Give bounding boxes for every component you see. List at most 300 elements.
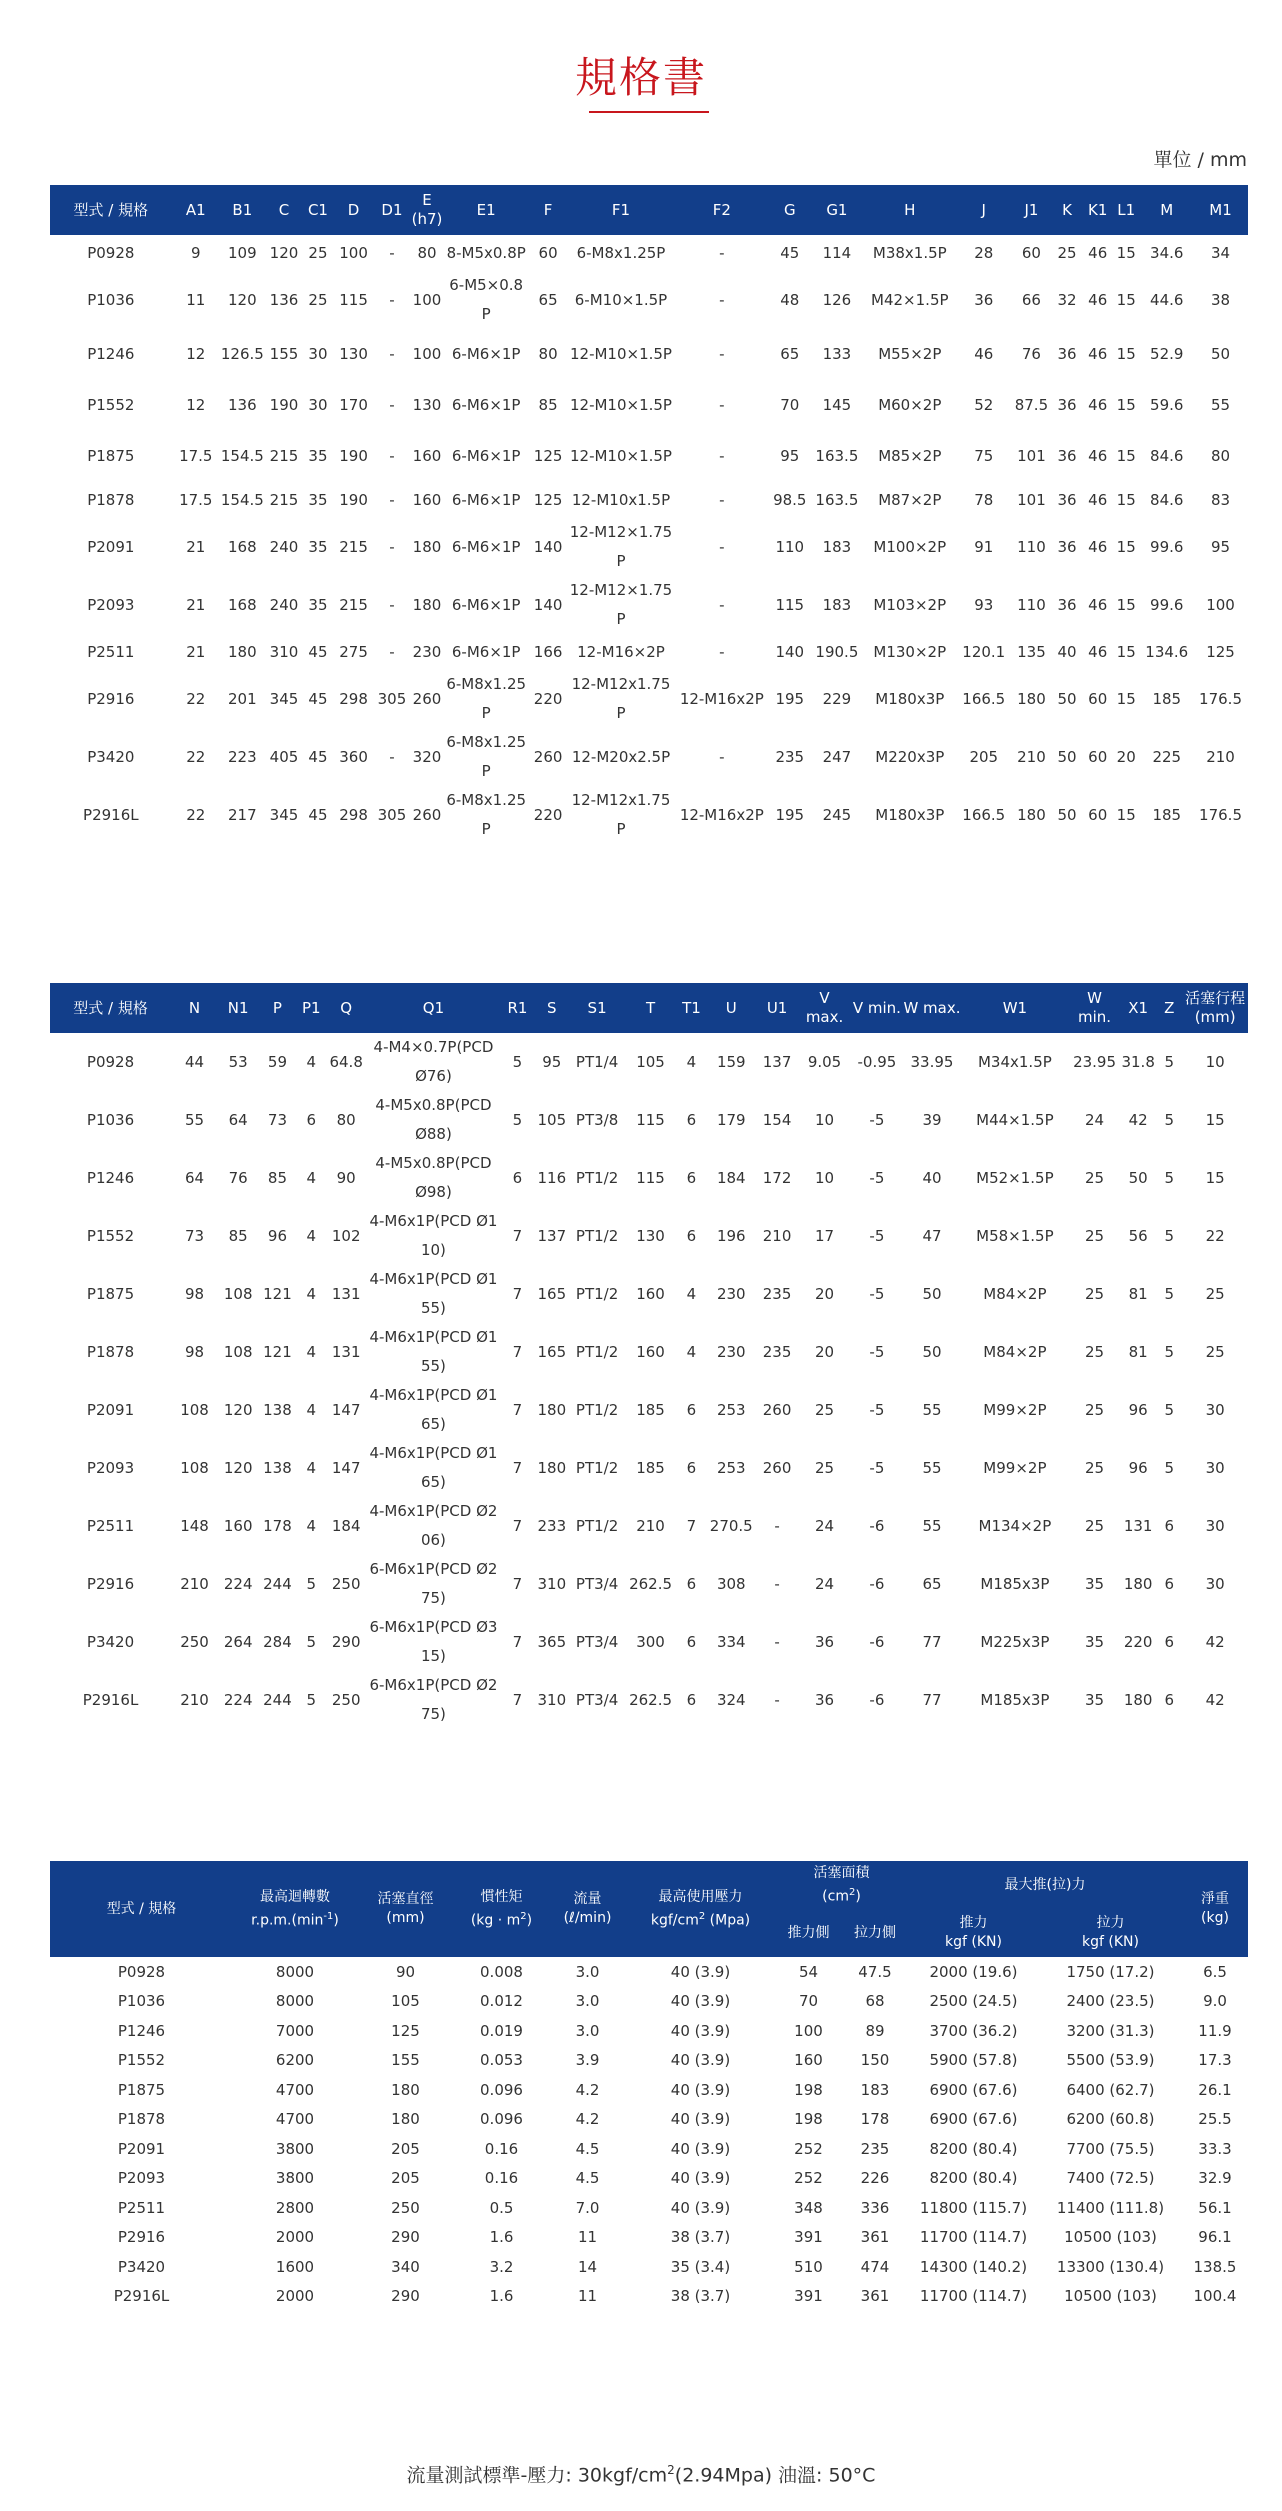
table-cell: 4.2	[575, 2080, 600, 2099]
table-cell: 14	[577, 2257, 598, 2276]
table-cell: 50	[922, 1342, 942, 1361]
table-cell: 98	[185, 1342, 205, 1361]
table-cell: 21	[186, 595, 206, 614]
table-cell: 22	[186, 689, 206, 708]
table-row	[50, 380, 1248, 431]
table-cell: 6-M6×1P	[451, 490, 521, 509]
table-cell: 24	[1084, 1110, 1105, 1129]
table-cell: 17.5	[179, 490, 213, 509]
table-cell: 5	[306, 1574, 317, 1593]
table-cell: PT3/4	[575, 1632, 619, 1651]
table-cell: 25	[1057, 243, 1077, 262]
table-cell: -	[389, 490, 395, 509]
table-cell: 55	[185, 1110, 205, 1129]
table-cell: 4700	[275, 2110, 315, 2129]
table-cell: 137	[537, 1226, 567, 1245]
table-cell: 225	[1152, 747, 1182, 766]
col-header-area-pull: 拉力側	[842, 1909, 908, 1957]
table-cell: M52×1.5P	[976, 1168, 1054, 1187]
table-row	[50, 728, 1248, 786]
table-cell: 108	[180, 1458, 209, 1477]
table-cell: 25	[814, 1400, 835, 1419]
table-cell: 40 (3.9)	[670, 1992, 731, 2011]
table-cell: 35	[1084, 1632, 1105, 1651]
table-cell: 4	[306, 1458, 317, 1477]
col-header: K1	[1083, 185, 1111, 235]
table-cell: 10500 (103)	[1064, 2228, 1157, 2247]
table-cell: 8000	[275, 1992, 315, 2011]
table-cell: 100	[412, 345, 442, 363]
table-cell: 290	[391, 2287, 420, 2306]
table-cell: 15	[1116, 243, 1136, 262]
table-cell: 185	[636, 1458, 665, 1477]
table-cell: 160	[794, 2051, 823, 2070]
table-cell: 12-M10×1.5P	[569, 447, 672, 465]
table-cell: 114	[822, 243, 852, 262]
table-cell: 38 (3.7)	[670, 2228, 731, 2247]
table-cell: 210	[636, 1516, 665, 1535]
table-cell: 138	[263, 1400, 292, 1419]
table-cell: 405	[269, 747, 299, 766]
table-cell: 100	[794, 2021, 823, 2040]
table-cell: 6-M6x1P(PCD Ø315)	[369, 1618, 498, 1665]
table-cell: 100	[1206, 595, 1235, 614]
table-cell: 4	[306, 1342, 317, 1361]
table-cell: -	[719, 290, 725, 309]
table-cell: 89	[865, 2021, 885, 2040]
table-cell: 13300 (130.4)	[1056, 2257, 1165, 2276]
table-cell: 120	[228, 290, 257, 309]
model-cell: P2091	[117, 2139, 166, 2158]
table-cell: 126.5	[220, 345, 264, 363]
table-cell: 55	[1210, 396, 1231, 414]
table-cell: 2500 (24.5)	[929, 1992, 1018, 2011]
table-cell: 35	[308, 537, 328, 556]
table-cell: 172	[762, 1168, 792, 1187]
col-header-force-push: 推力 kgf (KN)	[908, 1909, 1039, 1957]
col-header: F2	[674, 185, 770, 235]
table-cell: 6-M6x1P(PCD Ø275)	[369, 1560, 498, 1607]
col-header: W max.	[903, 983, 961, 1033]
table-cell: 134.6	[1145, 642, 1189, 661]
table-cell: 35 (3.4)	[670, 2257, 731, 2276]
table-cell: 40 (3.9)	[670, 2139, 731, 2158]
table-cell: 25	[1205, 1284, 1225, 1303]
table-cell: 22	[1205, 1226, 1225, 1245]
table-cell: 0.008	[480, 1962, 523, 1981]
table-cell: 210	[1206, 747, 1235, 766]
table-cell: 205	[391, 2139, 420, 2158]
table-row	[50, 2164, 1248, 2194]
table-cell: 7	[512, 1458, 523, 1477]
table-cell: 131	[331, 1284, 361, 1303]
table-cell: 55	[922, 1516, 942, 1535]
table-cell: 15	[1116, 447, 1136, 465]
table-cell: 180	[391, 2110, 420, 2129]
col-header: M	[1140, 185, 1193, 235]
table-cell: 42	[1205, 1690, 1225, 1709]
model-cell: P1036	[86, 1110, 135, 1129]
table-cell: 5	[1164, 1284, 1175, 1303]
table-cell: 50	[1210, 345, 1231, 363]
table-cell: 145	[822, 396, 852, 414]
table-cell: 264	[223, 1632, 253, 1651]
table-cell: 31.8	[1121, 1052, 1155, 1071]
table-cell: 12-M10×1.5P	[569, 345, 672, 363]
table-cell: M84×2P	[983, 1342, 1047, 1361]
table-cell: 125	[391, 2021, 420, 2040]
table-cell: 59	[267, 1052, 287, 1071]
table-cell: 510	[794, 2257, 823, 2276]
table-cell: 34.6	[1150, 243, 1184, 262]
table-cell: 166.5	[962, 689, 1006, 708]
table-cell: 0.096	[480, 2080, 523, 2099]
table-cell: 345	[269, 689, 299, 708]
table-cell: 365	[537, 1632, 567, 1651]
table-row	[50, 670, 1248, 728]
table-cell: 36	[1057, 595, 1077, 614]
table-cell: 60	[1088, 805, 1108, 824]
table-cell: 6.5	[1203, 1962, 1227, 1981]
table-cell: -	[719, 447, 725, 465]
table-cell: 40 (3.9)	[670, 2110, 731, 2129]
table-cell: 235	[775, 747, 805, 766]
table-cell: 25	[308, 243, 328, 262]
table-cell: 52.9	[1150, 345, 1184, 363]
table-cell: -5	[869, 1226, 885, 1245]
table-cell: 6-M8x1.25P	[446, 675, 527, 722]
table-cell: 6	[686, 1400, 697, 1419]
table-cell: 70	[780, 396, 800, 414]
table-cell: 9.05	[807, 1052, 842, 1071]
table-cell: 205	[969, 747, 999, 766]
table-cell: 4	[686, 1052, 697, 1071]
table-cell: 22	[186, 747, 206, 766]
table-cell: 168	[228, 595, 257, 614]
table-cell: 105	[391, 1992, 420, 2011]
table-cell: 155	[269, 345, 299, 363]
model-cell: P2511	[87, 642, 135, 661]
table-cell: 11400 (111.8)	[1056, 2198, 1165, 2217]
table-cell: 345	[269, 805, 299, 824]
table-cell: 5	[306, 1690, 317, 1709]
table-cell: 130	[636, 1226, 665, 1245]
table-cell: 6-M6×1P	[451, 642, 521, 661]
table-cell: 46	[1088, 345, 1108, 363]
col-header-max-force: 最大推(拉)力	[908, 1861, 1182, 1909]
table-cell: 180	[412, 595, 442, 614]
table-row	[50, 2282, 1248, 2312]
table-cell: 35	[1084, 1574, 1105, 1593]
table-cell: 140	[533, 537, 563, 556]
table-cell: 36	[814, 1690, 835, 1709]
table-cell: 35	[1084, 1690, 1105, 1709]
col-header-flow: 流量 (ℓ/min)	[549, 1861, 626, 1957]
table-cell: 196	[716, 1226, 746, 1245]
table-cell: 160	[412, 490, 442, 509]
table-cell: 66	[1021, 290, 1041, 309]
table-cell: M130×2P	[873, 642, 947, 661]
table-cell: 4.2	[575, 2110, 600, 2129]
col-header-bore: 活塞直徑 (mm)	[357, 1861, 454, 1957]
model-cell: P1875	[87, 447, 135, 465]
page-title: 規格書	[574, 53, 707, 102]
table-cell: 190	[339, 490, 368, 509]
col-header: T	[625, 983, 676, 1033]
table-cell: 110	[1017, 537, 1046, 556]
table-cell: 87.5	[1014, 396, 1049, 414]
table-cell: 310	[269, 642, 299, 661]
table-cell: 5	[1164, 1342, 1175, 1361]
table-cell: 53	[228, 1052, 248, 1071]
table-cell: M103×2P	[873, 595, 947, 614]
table-cell: -	[719, 490, 725, 509]
table-cell: 42	[1128, 1110, 1148, 1129]
table-cell: M87×2P	[878, 490, 942, 509]
col-header: K	[1051, 185, 1084, 235]
col-header: T1	[676, 983, 707, 1033]
table-cell: -5	[869, 1400, 885, 1419]
table-cell: 33.95	[910, 1052, 954, 1071]
model-cell: P0928	[86, 1052, 135, 1071]
col-header: A1	[172, 185, 220, 235]
table-cell: 46	[1088, 243, 1108, 262]
table-row	[50, 482, 1248, 518]
table-cell: 137	[762, 1052, 792, 1071]
table-cell: -6	[869, 1690, 885, 1709]
table-cell: 30	[1205, 1516, 1225, 1535]
model-cell: P2093	[117, 2169, 166, 2188]
table-cell: 46	[1088, 490, 1108, 509]
table-cell: 180	[228, 642, 257, 661]
table-cell: 6	[686, 1168, 697, 1187]
table-cell: M44×1.5P	[976, 1110, 1054, 1129]
table-cell: 7	[512, 1574, 523, 1593]
table-cell: 180	[1017, 805, 1046, 824]
table-cell: -	[774, 1516, 780, 1535]
table-cell: 133	[822, 345, 852, 363]
table-cell: 391	[794, 2287, 823, 2306]
table-row	[50, 2223, 1248, 2253]
table-cell: 6-M6×1P	[451, 345, 521, 363]
table-cell: 120	[269, 243, 299, 262]
table-cell: 131	[331, 1342, 361, 1361]
table-cell: 6-M6×1P	[451, 447, 521, 465]
table-cell: 6	[686, 1574, 697, 1593]
table-cell: 28	[974, 243, 994, 262]
table-header-row	[50, 185, 1248, 235]
table-cell: 26.1	[1198, 2080, 1232, 2099]
table-cell: 83	[1210, 490, 1231, 509]
table-cell: M42×1.5P	[871, 290, 949, 309]
col-header: V max.	[798, 983, 850, 1033]
table-cell: 81	[1128, 1284, 1148, 1303]
col-header: D	[333, 185, 375, 235]
table-cell: 12-M12x1.75P	[571, 791, 671, 838]
table-cell: -0.95	[857, 1052, 897, 1071]
table-row	[50, 1497, 1248, 1555]
table-cell: 40 (3.9)	[670, 2169, 731, 2188]
table-cell: 130	[412, 396, 442, 414]
table-cell: 6	[686, 1690, 697, 1709]
table-cell: -	[719, 396, 725, 414]
col-header: F1	[568, 185, 673, 235]
table-cell: 24	[814, 1574, 835, 1593]
table-cell: 65	[538, 290, 558, 309]
table-cell: 3.0	[575, 2021, 600, 2040]
model-cell: P1875	[86, 1284, 135, 1303]
table-cell: 25	[1205, 1342, 1225, 1361]
table-cell: 160	[636, 1342, 665, 1361]
table-cell: 131	[1123, 1516, 1153, 1535]
col-header: N1	[218, 983, 258, 1033]
table-cell: 6	[686, 1458, 697, 1477]
table-cell: 45	[308, 689, 328, 708]
table-cell: 40 (3.9)	[670, 2080, 731, 2099]
table-cell: 3800	[275, 2139, 315, 2158]
table-cell: 102	[331, 1226, 361, 1245]
table-cell: 116	[537, 1168, 567, 1187]
table-cell: 84.6	[1150, 490, 1184, 509]
col-header: E1	[445, 185, 528, 235]
table-cell: 115	[636, 1168, 665, 1187]
table-cell: 47.5	[858, 1962, 892, 1981]
table-cell: 115	[339, 290, 368, 309]
model-cell: P1246	[117, 2021, 166, 2040]
table-cell: 35	[308, 490, 328, 509]
table-cell: 334	[716, 1632, 746, 1651]
table-cell: 233	[537, 1516, 567, 1535]
table-cell: 120	[223, 1400, 253, 1419]
table-cell: 215	[269, 447, 299, 465]
table-cell: -	[719, 642, 725, 661]
table-cell: -	[719, 595, 725, 614]
col-header: B1	[220, 185, 265, 235]
col-header-inertia: 慣性矩 $(kg \cdot m^2)$	[454, 1861, 549, 1957]
table-cell: 235	[860, 2139, 890, 2158]
table-cell: 252	[794, 2169, 823, 2188]
table-cell: 34	[1210, 243, 1231, 262]
table-cell: 109	[228, 243, 257, 262]
table-cell: 15	[1116, 290, 1136, 309]
table-cell: 305	[377, 805, 407, 824]
table-cell: 24	[814, 1516, 835, 1535]
col-header-model: 型式 / 規格	[50, 1861, 233, 1957]
table-cell: 96	[267, 1226, 287, 1245]
table-cell: M34x1.5P	[977, 1052, 1052, 1071]
table-cell: 46	[1088, 642, 1108, 661]
table-cell: 17	[814, 1226, 835, 1245]
table-cell: -	[389, 747, 395, 766]
model-cell: P1552	[87, 396, 135, 414]
table-cell: 95	[542, 1052, 562, 1071]
table-cell: 45	[308, 805, 328, 824]
table-cell: 30	[308, 345, 328, 363]
table-cell: 60	[1088, 689, 1108, 708]
table-cell: M180x3P	[875, 689, 945, 708]
model-cell: P1878	[87, 490, 135, 509]
table-cell: 40	[922, 1168, 942, 1187]
table-cell: 12-M16x2P	[679, 689, 764, 708]
table-cell: 0.019	[480, 2021, 523, 2040]
table-cell: 36	[1057, 396, 1077, 414]
table-cell: PT1/2	[575, 1458, 619, 1477]
table-cell: -	[389, 243, 395, 262]
table-cell: 4700	[275, 2080, 315, 2099]
col-header: 型式 / 規格	[50, 185, 172, 235]
table-cell: 108	[223, 1284, 253, 1303]
table-cell: 30	[1205, 1400, 1225, 1419]
table-cell: 17.5	[179, 447, 213, 465]
table-cell: 11700 (114.7)	[919, 2228, 1028, 2247]
table-cell: 80	[336, 1110, 356, 1129]
table-cell: 230	[716, 1342, 746, 1361]
table-cell: 150	[860, 2051, 890, 2070]
table-cell: 120.1	[962, 642, 1006, 661]
table-cell: 35	[308, 447, 328, 465]
table-cell: 235	[762, 1284, 792, 1303]
table-cell: 4-M6x1P(PCD Ø206)	[369, 1502, 498, 1549]
table-cell: 195	[775, 805, 805, 824]
table-cell: 25	[1084, 1284, 1105, 1303]
table-cell: 12-M16×2P	[577, 642, 665, 661]
table-cell: 2000	[275, 2228, 315, 2247]
model-cell: P2093	[87, 595, 135, 614]
table-cell: 68	[865, 1992, 885, 2011]
table-cell: 3.9	[575, 2051, 600, 2070]
table-cell: 91	[974, 537, 994, 556]
table-cell: 32	[1057, 290, 1077, 309]
table-cell: 220	[533, 805, 563, 824]
table-cell: 7	[512, 1632, 523, 1651]
table-cell: 3.0	[575, 1962, 600, 1981]
table-row	[50, 431, 1248, 482]
table-cell: -6	[869, 1574, 885, 1593]
table-cell: 308	[716, 1574, 746, 1593]
table-cell: 201	[228, 689, 257, 708]
table-cell: 15	[1205, 1110, 1225, 1129]
table-cell: 224	[223, 1574, 253, 1593]
table-cell: 361	[860, 2287, 890, 2306]
table-cell: 38 (3.7)	[670, 2287, 731, 2306]
table-cell: 348	[794, 2198, 823, 2217]
col-header: M1	[1193, 185, 1248, 235]
table-cell: 183	[822, 537, 852, 556]
table-cell: 250	[391, 2198, 420, 2217]
col-header: L1	[1112, 185, 1140, 235]
table-cell: 176.5	[1199, 805, 1242, 824]
table-cell: -	[389, 396, 395, 414]
table-cell: 90	[395, 1962, 416, 1981]
col-header: W min.	[1069, 983, 1120, 1033]
table-cell: 183	[822, 595, 852, 614]
table-cell: M55×2P	[878, 345, 942, 363]
table-cell: 77	[922, 1690, 942, 1709]
col-header: Q1	[366, 983, 500, 1033]
table-cell: 183	[860, 2080, 890, 2099]
table-cell: 138	[263, 1458, 292, 1477]
col-header: P1	[297, 983, 326, 1033]
table-cell: 185	[1152, 689, 1182, 708]
table-cell: 4-M6x1P(PCD Ø165)	[369, 1386, 498, 1433]
table-cell: 1750 (17.2)	[1066, 1962, 1155, 1981]
table-cell: 0.053	[480, 2051, 523, 2070]
table-cell: 80	[538, 345, 558, 363]
table-cell: 10	[814, 1110, 835, 1129]
table-cell: -	[774, 1690, 780, 1709]
table-cell: M220x3P	[875, 747, 945, 766]
table-cell: 260	[533, 747, 563, 766]
